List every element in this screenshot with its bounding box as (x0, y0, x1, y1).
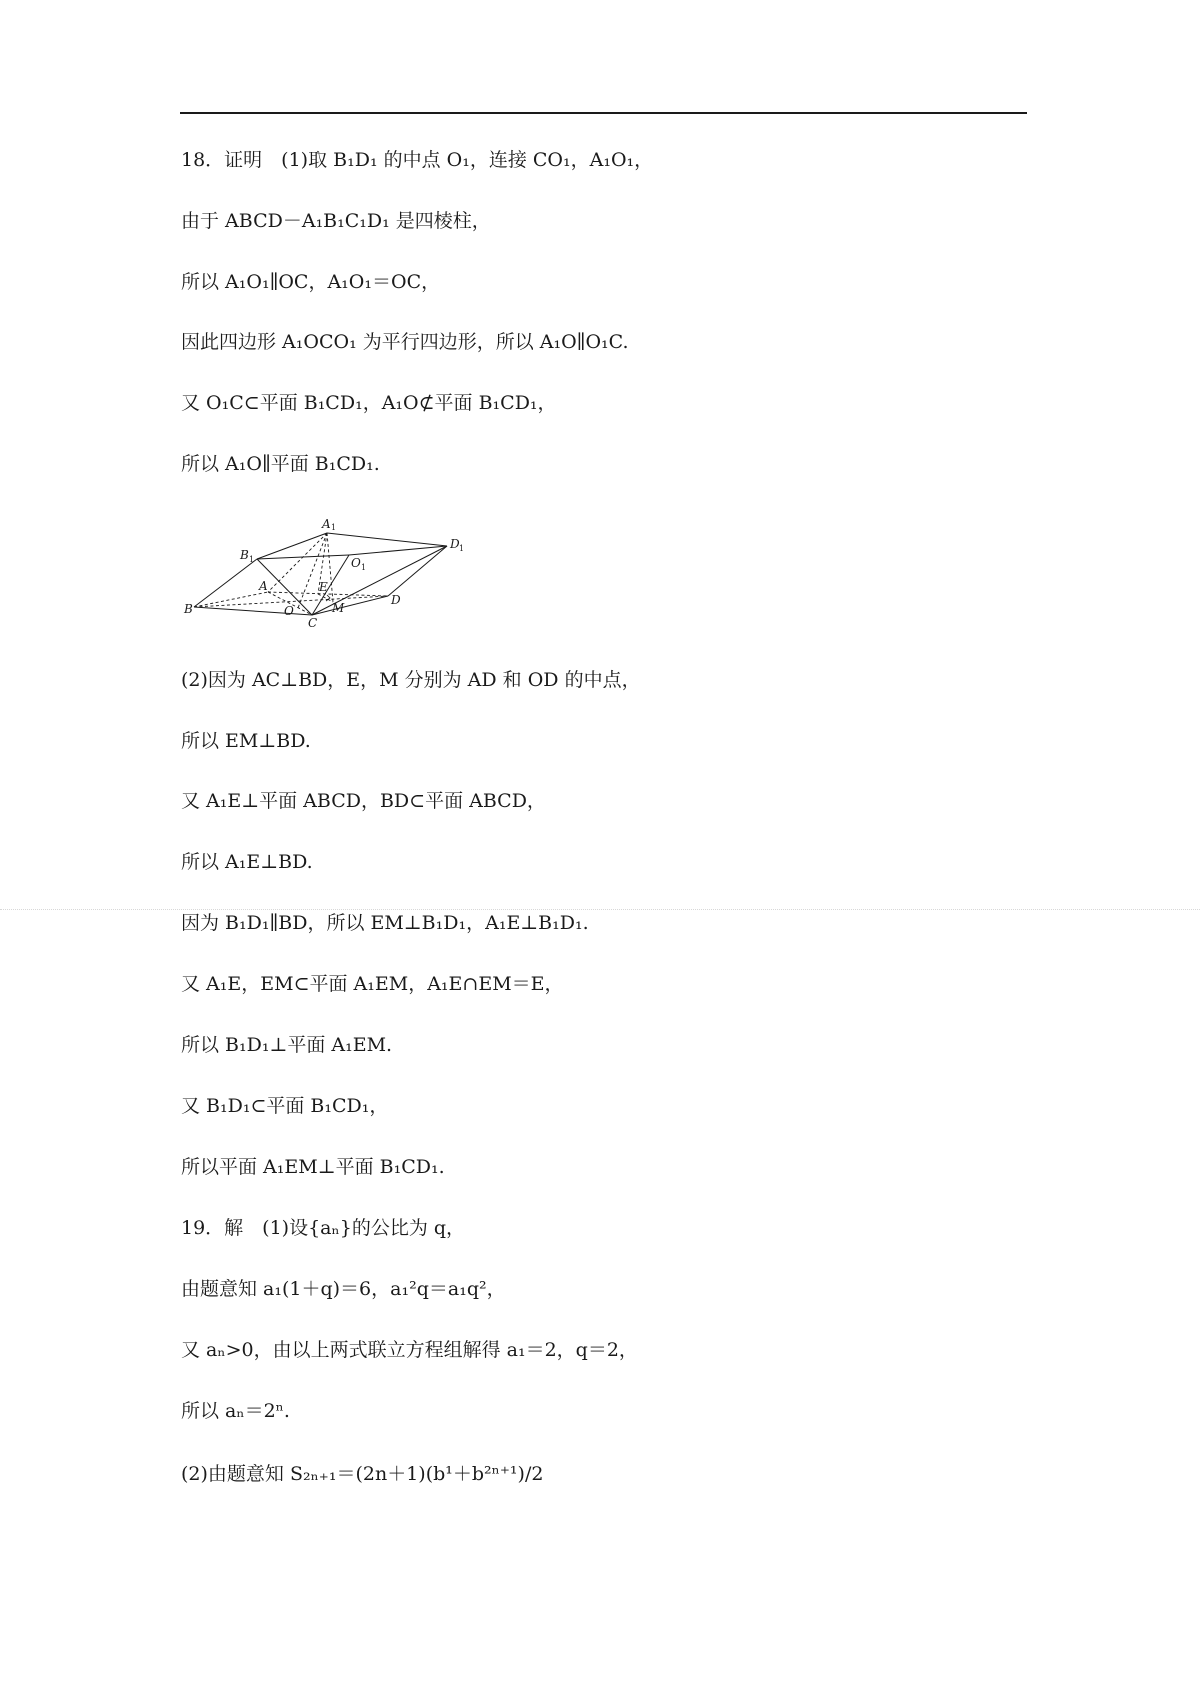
label-o1: O (351, 556, 361, 570)
label-b1-sub: 1 (249, 555, 255, 564)
edge-d1-d (388, 546, 447, 596)
line-13: 所以 B₁D₁⊥平面 A₁EM. (181, 1034, 393, 1056)
edge-b-a (194, 592, 268, 607)
line-3: 所以 A₁O₁∥OC，A₁O₁＝OC， (181, 271, 441, 293)
label-a1: A (322, 517, 331, 531)
label-d1-sub: 1 (459, 544, 465, 553)
line-11: 因为 B₁D₁∥BD，所以 EM⊥B₁D₁，A₁E⊥B₁D₁. (181, 912, 589, 934)
line-17: 由题意知 a₁(1＋q)＝6，a₁²q＝a₁q²， (181, 1278, 506, 1300)
page-fold-divider (0, 909, 1200, 910)
line-9: 又 A₁E⊥平面 ABCD，BD⊂平面 ABCD， (181, 790, 546, 812)
line-12: 又 A₁E，EM⊂平面 A₁EM，A₁E∩EM＝E， (181, 973, 564, 995)
line-18: 又 aₙ>0，由以上两式联立方程组解得 a₁＝2，q＝2， (181, 1339, 638, 1361)
label-b: B (184, 602, 193, 616)
line-16: 19．解 (1)设{aₙ}的公比为 q， (181, 1217, 466, 1239)
prism-figure (180, 512, 480, 627)
label-e: E (319, 580, 328, 594)
edge-a1-d1 (327, 533, 447, 546)
edge-b1-a1 (257, 533, 327, 559)
line-14: 又 B₁D₁⊂平面 B₁CD₁， (181, 1095, 389, 1117)
label-c: C (308, 616, 318, 627)
edge-c-d (312, 596, 388, 615)
line-4: 因此四边形 A₁OCO₁ 为平行四边形，所以 A₁O∥O₁C. (181, 331, 629, 353)
label-d1: D (450, 537, 460, 551)
label-d: D (391, 593, 401, 607)
line-20: (2)由题意知 S₂ₙ₊₁＝(2n＋1)(b¹＋b²ⁿ⁺¹)/2 (181, 1463, 544, 1485)
line-1: 18．证明 (1)取 B₁D₁ 的中点 O₁，连接 CO₁，A₁O₁， (181, 149, 654, 171)
label-b1: B (240, 548, 249, 562)
line-7: (2)因为 AC⊥BD，E，M 分别为 AD 和 OD 的中点， (181, 669, 641, 691)
label-a1-sub: 1 (331, 523, 337, 532)
edge-b-c (194, 607, 312, 615)
line-2: 由于 ABCD－A₁B₁C₁D₁ 是四棱柱， (181, 210, 491, 232)
line-19: 所以 aₙ＝2ⁿ. (181, 1400, 290, 1422)
line-6: 所以 A₁O∥平面 B₁CD₁. (181, 453, 380, 475)
edge-a1-m (327, 533, 333, 602)
line-5: 又 O₁C⊂平面 B₁CD₁，A₁O⊄平面 B₁CD₁， (181, 392, 557, 414)
label-o1-sub: 1 (361, 563, 367, 572)
edge-a1-o (298, 533, 327, 608)
label-m: M (332, 601, 345, 615)
label-a: A (259, 579, 268, 593)
edge-b1-b (194, 559, 257, 607)
edge-a-d (268, 592, 388, 596)
line-8: 所以 EM⊥BD. (181, 730, 311, 752)
label-o: O (284, 604, 294, 618)
line-10: 所以 A₁E⊥BD. (181, 851, 313, 873)
header-rule (180, 112, 1027, 114)
line-15: 所以平面 A₁EM⊥平面 B₁CD₁. (181, 1156, 445, 1178)
